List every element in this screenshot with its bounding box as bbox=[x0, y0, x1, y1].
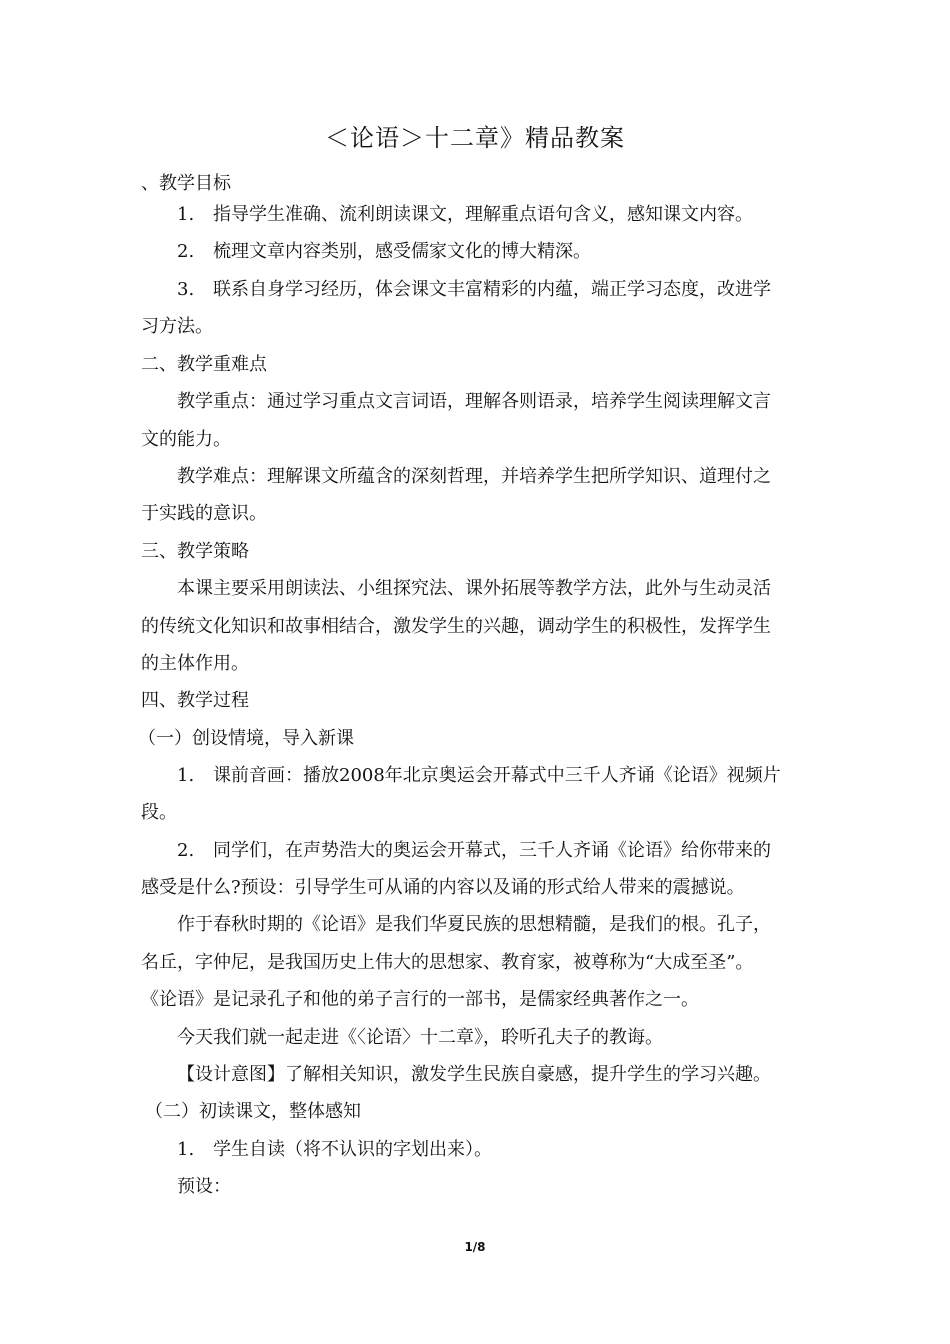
list-text: 同学们，在声势浩大的奥运会开幕式，三千人齐诵《论语》给你带来的 bbox=[213, 840, 771, 861]
paragraph-line: 于实践的意识。 bbox=[141, 503, 267, 524]
list-item bbox=[177, 764, 781, 788]
list-text: 指导学生准确、流利朗读课文，理解重点语句含义，感知课文内容。 bbox=[213, 204, 753, 225]
list-item bbox=[177, 278, 771, 302]
list-item bbox=[177, 1138, 492, 1162]
list-number: 1. bbox=[177, 1139, 195, 1160]
subsection-heading: （一）创设情境，导入新课 bbox=[138, 728, 354, 749]
paragraph-line: 文的能力。 bbox=[141, 429, 231, 450]
paragraph-line: 本课主要采用朗读法、小组探究法、课外拓展等教学方法，此外与生动灵活 bbox=[177, 578, 771, 599]
list-text: 学生自读（将不认识的字划出来）。 bbox=[213, 1139, 492, 1160]
list-text: 联系自身学习经历，体会课文丰富精彩的内蕴，端正学习态度，改进学 bbox=[213, 279, 771, 300]
page-number: 1/8 bbox=[464, 1240, 486, 1254]
list-item bbox=[177, 240, 591, 264]
list-number: 3. bbox=[177, 279, 195, 300]
paragraph-line: 名丘，字仲尼，是我国历史上伟大的思想家、教育家，被尊称为“大成至圣”。 bbox=[141, 952, 754, 973]
design-intent: 【设计意图】了解相关知识，激发学生民族自豪感，提升学生的学习兴趣。 bbox=[177, 1064, 771, 1085]
list-item bbox=[177, 839, 771, 863]
paragraph-line: 预设： bbox=[177, 1176, 231, 1197]
paragraph-line: 教学难点：理解课文所蕴含的深刻哲理，并培养学生把所学知识、道理付之 bbox=[177, 466, 771, 487]
page-title: ＜论语＞十二章》精品教案 bbox=[325, 124, 625, 152]
section-heading: 四、教学过程 bbox=[141, 690, 249, 711]
paragraph-line: 作于春秋时期的《论语》是我们华夏民族的思想精髓，是我们的根。孔子， bbox=[177, 914, 771, 935]
list-number: 1. bbox=[177, 765, 195, 786]
list-number: 2. bbox=[177, 241, 195, 262]
paragraph-line: 感受是什么?预设：引导学生可从诵的内容以及诵的形式给人带来的震撼说。 bbox=[141, 877, 745, 898]
section-heading: 、教学目标 bbox=[141, 173, 231, 194]
paragraph-line: 教学重点：通过学习重点文言词语，理解各则语录，培养学生阅读理解文言 bbox=[177, 391, 771, 412]
paragraph-line: 习方法。 bbox=[141, 316, 213, 337]
list-text: 课前音画：播放2008年北京奥运会开幕式中三千人齐诵《论语》视频片 bbox=[213, 765, 781, 786]
paragraph-line: 的主体作用。 bbox=[141, 653, 249, 674]
paragraph-line: 今天我们就一起走进《〈论语〉十二章》，聆听孔夫子的教诲。 bbox=[177, 1027, 663, 1048]
list-number: 1. bbox=[177, 204, 195, 225]
list-text: 梳理文章内容类别，感受儒家文化的博大精深。 bbox=[213, 241, 591, 262]
paragraph-line: 的传统文化知识和故事相结合，激发学生的兴趣，调动学生的积极性，发挥学生 bbox=[141, 616, 771, 637]
subsection-heading: （二）初读课文，整体感知 bbox=[145, 1101, 361, 1122]
section-heading: 二、教学重难点 bbox=[141, 354, 267, 375]
list-number: 2. bbox=[177, 840, 195, 861]
list-item bbox=[177, 203, 753, 227]
paragraph-line: 段。 bbox=[141, 802, 177, 823]
paragraph-line: 《论语》是记录孔子和他的弟子言行的一部书，是儒家经典著作之一。 bbox=[141, 989, 699, 1010]
section-heading: 三、教学策略 bbox=[141, 541, 249, 562]
